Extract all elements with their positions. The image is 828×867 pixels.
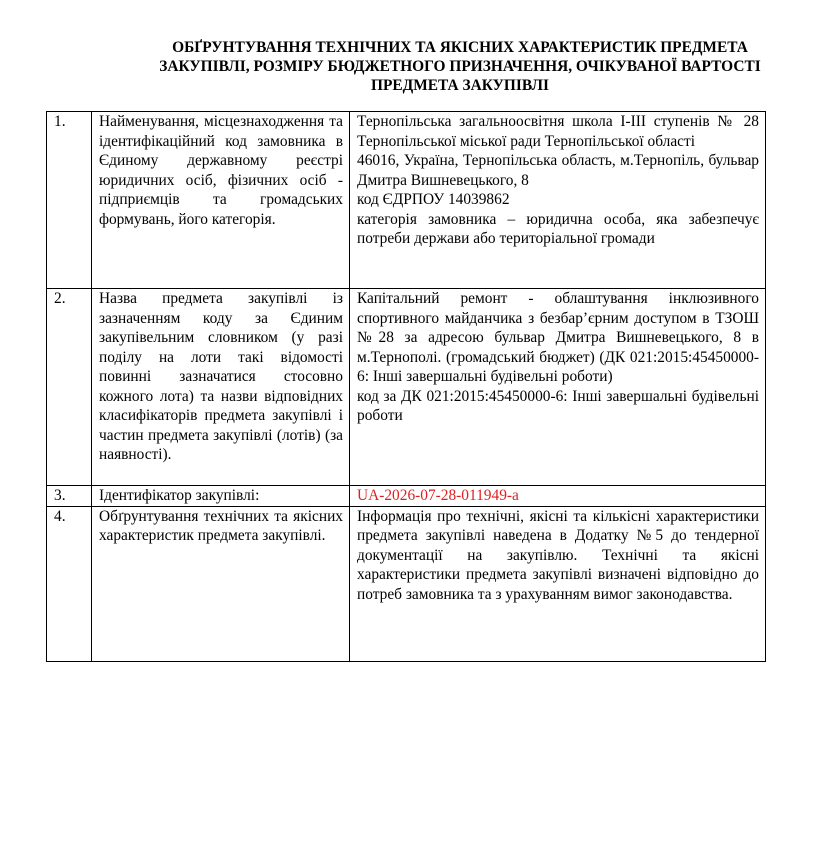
row-value bbox=[350, 486, 766, 507]
document-title bbox=[100, 38, 820, 95]
row-number: 1. bbox=[47, 112, 92, 289]
table-row bbox=[47, 289, 766, 486]
table-row bbox=[47, 506, 766, 661]
row-label: Ідентифікатор закупівлі: bbox=[92, 486, 350, 507]
customer-name: Тернопільська загальноосвітня школа І-ІІІ ступенів № 28 Тернопільської міської ради Тернопільської області bbox=[357, 113, 759, 150]
row-value bbox=[350, 289, 766, 486]
table-row bbox=[47, 486, 766, 507]
title-line: ПРЕДМЕТА ЗАКУПІВЛІ bbox=[371, 77, 549, 94]
characteristics-justification: Інформація про технічні, якісні та кількісні характеристики предмета закупівлі наведена в Додатку №5 до тендерної документації на закупівлю. Технічні та якісні характеристики предмета закупівлі визначені відповідно до потреб замовника та з урахуванням вимог законодавства. bbox=[357, 507, 759, 603]
table-row bbox=[47, 112, 766, 289]
procurement-identifier: UA-2026-07-28-011949-a bbox=[357, 487, 519, 504]
customer-edrpou-code: код ЄДРПОУ 14039862 bbox=[357, 191, 510, 208]
customer-address: 46016, Україна, Тернопільська область, м.Тернопіль, бульвар Дмитра Вишневецького, 8 bbox=[357, 152, 759, 189]
row-number: 4. bbox=[47, 506, 92, 661]
row-label: Назва предмета закупівлі із зазначенням коду за Єдиним закупівельним словником (у разі поділу на лоти такі відомості повинні зазначатися стосовно кожного лота) та назви відповідних класифікаторів предмета закупівлі і частин предмета закупівлі (лотів) (за наявності). bbox=[92, 289, 350, 486]
title-line: ОБҐРУНТУВАННЯ ТЕХНІЧНИХ ТА ЯКІСНИХ ХАРАКТЕРИСТИК ПРЕДМЕТА bbox=[172, 39, 748, 56]
row-value bbox=[350, 112, 766, 289]
row-number: 2. bbox=[47, 289, 92, 486]
procurement-subject: Капітальний ремонт - облаштування інклюзивного спортивного майданчика з безбар’єрним доступом в ТЗОШ №28 за адресою бульвар Дмитра Вишневецького, 8 в м.Тернополі. (громадський бюджет) (ДК 021:2015:45450000-6: Інші завершальні будівельні роботи) bbox=[357, 290, 759, 385]
customer-category: категорія замовника – юридична особа, яка забезпечує потреби держави або територіальної громади bbox=[357, 210, 759, 247]
row-value bbox=[350, 506, 766, 661]
row-label: Найменування, місцезнаходження та ідентифікаційний код замовника в Єдиному державному реєстрі юридичних осіб, фізичних осіб - підприємців та громадських формувань, його категорія. bbox=[92, 112, 350, 289]
justification-table bbox=[46, 111, 766, 662]
title-line: ЗАКУПІВЛІ, РОЗМІРУ БЮДЖЕТНОГО ПРИЗНАЧЕННЯ, ОЧІКУВАНОЇ ВАРТОСТІ bbox=[159, 58, 761, 75]
row-label: Обґрунтування технічних та якісних характеристик предмета закупівлі. bbox=[92, 506, 350, 661]
row-number: 3. bbox=[47, 486, 92, 507]
procurement-code: код за ДК 021:2015:45450000-6: Інші завершальні будівельні роботи bbox=[357, 387, 759, 424]
